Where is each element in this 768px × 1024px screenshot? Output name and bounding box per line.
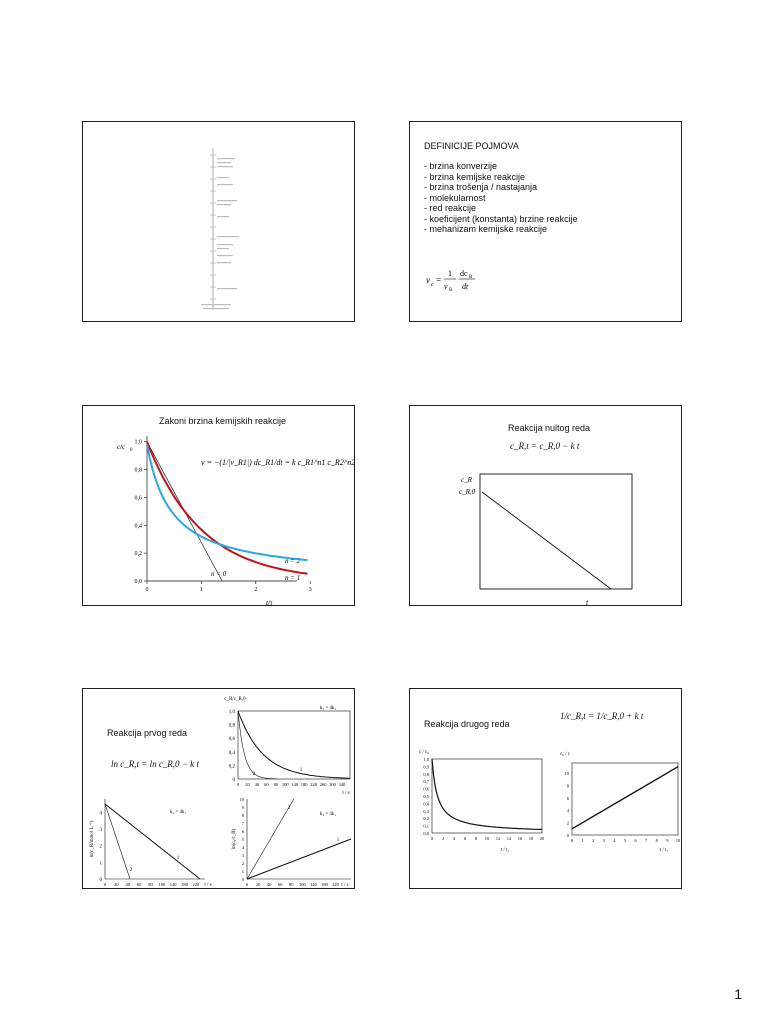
scale-figure	[193, 140, 253, 316]
y-tick-label: 3	[241, 853, 244, 858]
first-order-equation: ln c_R,t = ln c_R,0 − k t	[111, 759, 199, 769]
x-tick-label: 0	[430, 836, 434, 841]
x-tick-label: 60	[264, 782, 269, 787]
x-tick-label: 40	[254, 782, 260, 787]
slide-rate-laws	[82, 405, 355, 606]
y-tick-label: 2	[99, 844, 102, 850]
cr-ratio-series-2	[238, 711, 277, 779]
list-item: - brzina trošenja / nastajanja	[424, 182, 538, 192]
series-label: 1	[176, 856, 180, 861]
y-tick-label: 0,8	[423, 771, 429, 777]
x-tick-label: 12	[495, 836, 501, 841]
x-tick-label: 100	[281, 782, 289, 787]
x-tick-label: 1	[581, 838, 584, 843]
series-label: 2	[252, 772, 256, 777]
rate-laws-chart	[83, 406, 355, 606]
y-axis-label: c/c	[117, 443, 126, 451]
ln2-k-label: k₂ = 4k₁	[319, 812, 337, 817]
x-tick-label: 180	[181, 882, 188, 887]
inv-series	[572, 767, 678, 829]
y-tick-label: 0,3	[423, 808, 429, 814]
x-tick-label: 40	[125, 882, 130, 887]
y-tick-label: 8	[241, 813, 244, 818]
y-tick-label: 0,0	[423, 831, 429, 836]
x-tick-label: 0	[103, 882, 107, 887]
y-tick-label: 0,1	[423, 823, 429, 829]
rate-formula	[424, 262, 514, 298]
y-tick-label: 0	[241, 877, 244, 882]
slide-definitions	[409, 121, 682, 322]
x-axis-label: t	[586, 598, 589, 607]
y-tick-label: 0,2	[423, 816, 429, 822]
x-tick-label: 16	[517, 836, 523, 841]
x-axis-label: t/τ	[266, 599, 273, 607]
y-tick-label: 1,0	[228, 710, 235, 715]
x-tick-label: 60	[277, 882, 283, 887]
list-item: - koeficijent (konstanta) brzine reakcije	[424, 213, 578, 224]
x-tick-label: 220	[192, 882, 200, 887]
y-tick-label: 0,8	[134, 467, 142, 474]
y-tick-label: 0,8	[228, 723, 235, 729]
x-tick-label: 300	[329, 782, 336, 787]
formula-den: ν	[444, 282, 448, 291]
x-tick-label: 4	[613, 838, 616, 843]
list-item: - brzina konverzije	[424, 161, 498, 171]
y-tick-label: 0,6	[134, 495, 142, 502]
x-tick-label: 20	[245, 782, 250, 787]
formula-dden: dt	[462, 282, 469, 291]
y-tick-label: 0,6	[228, 737, 235, 743]
x-tick-label: 20	[114, 882, 119, 887]
x-tick-label: 100	[158, 882, 166, 887]
y-tick-label: 4	[566, 808, 569, 814]
formula-den-sub: B	[449, 288, 453, 293]
x-tick-label: 80	[289, 882, 294, 887]
x-tick-label: 18	[528, 836, 534, 841]
x-tick-label: 20	[255, 882, 261, 887]
y-tick-label: 1,0	[423, 757, 429, 762]
svg-text:=: =	[436, 275, 442, 285]
x-tick-label: 10	[484, 836, 490, 841]
x-tick-label: 140	[310, 882, 317, 887]
x-tick-label: 8	[655, 838, 658, 843]
x-axis-label: t / t₁	[659, 848, 669, 853]
y-tick-label: 0	[99, 878, 102, 883]
formula-lhs-sub: c	[431, 282, 434, 288]
x-tick-label: 80	[273, 782, 279, 787]
y-tick-label: 0,4	[423, 801, 429, 807]
x-axis-label: t / t₁	[500, 848, 510, 853]
y-tick-label: 0,0	[134, 579, 142, 585]
ln2-series-2	[247, 799, 294, 879]
x-tick-label: 10	[675, 838, 681, 843]
x-tick-label: 3	[602, 838, 605, 843]
x-tick-label: 0	[245, 882, 249, 887]
y-tick-label: 1	[241, 869, 244, 874]
label-n1: n = 1	[285, 574, 301, 582]
y-tick-label: 10	[564, 770, 569, 776]
cr-ratio-k-label: k₂ = 4k₁	[319, 706, 337, 711]
x-axis-label: t / s	[204, 883, 212, 888]
x-tick-label: 2	[592, 838, 595, 843]
y-tick-label: 0,7	[423, 779, 429, 785]
ln-ylabel: ln(c_R/mmol L⁻¹)	[90, 820, 95, 858]
x-tick-label: 60	[136, 882, 142, 887]
x-tick-label: 7	[645, 838, 648, 843]
y-tick-label: 2	[566, 820, 569, 826]
x-tick-label: 180	[300, 782, 308, 787]
y-tick-label: 8	[566, 783, 569, 789]
y-tick-label: 6	[241, 829, 244, 834]
ln2-ylabel: ln(c₀/c_R)	[232, 828, 237, 850]
y-tick-label: 10	[239, 797, 244, 802]
y-label-mid: c_R,0	[459, 488, 476, 496]
x-tick-label: 2	[254, 587, 258, 593]
x-tick-label: 6	[634, 838, 637, 843]
x-tick-label: 140	[169, 882, 177, 887]
x-tick-label: 80	[148, 882, 153, 887]
c-ratio-series	[432, 759, 542, 830]
x-tick-label: 220	[332, 882, 339, 887]
zero-order-equation: c_R,t = c_R,0 − k t	[510, 441, 580, 451]
y-tick-label: 5	[241, 837, 244, 842]
c-ratio-ylabel: c / c₀	[418, 750, 430, 755]
x-tick-label: 0	[236, 782, 240, 787]
x-tick-label: 340	[338, 782, 346, 787]
zero-order-chart	[410, 406, 682, 606]
list-item: - molekularnost	[424, 192, 486, 203]
slide-1	[82, 121, 355, 322]
x-tick-label: 40	[266, 882, 272, 887]
formula-dnum: dc	[460, 269, 468, 278]
inv-frame	[572, 763, 678, 835]
slide-zero-order	[409, 405, 682, 606]
x-tick-label: 8	[474, 836, 478, 841]
formula-dnum-sub: B	[469, 275, 473, 280]
y-tick-label: 6	[566, 795, 569, 801]
series-label: 2	[287, 806, 291, 811]
y-tick-label: 0,2	[134, 551, 142, 558]
slide4-title: Reakcija nultog reda	[508, 423, 591, 433]
ln-series-2	[105, 804, 130, 879]
y-tick-label: 0,5	[423, 794, 429, 799]
ln-series-1	[105, 804, 200, 879]
page-number: 1	[734, 986, 742, 1002]
list-item: - mehanizam kemijske reakcije	[424, 224, 548, 234]
x-tick-label: 6	[463, 836, 467, 841]
y-label-top: c_R	[461, 476, 472, 484]
x-tick-label: 4	[452, 836, 456, 841]
inv-ylabel: c₀ / c	[559, 752, 571, 757]
y-tick-label: 7	[241, 821, 244, 826]
slide5-title: Reakcija prvog reda	[107, 728, 188, 738]
y-tick-label: 0	[566, 833, 569, 838]
x-tick-label: 1	[199, 587, 203, 593]
x-tick-label: 5	[623, 838, 627, 843]
slide-second-order	[409, 688, 682, 889]
second-order-charts	[410, 689, 682, 889]
list-item: - red reakcije	[424, 203, 477, 213]
y-tick-label: 0,2	[228, 764, 235, 770]
y-tick-label: 9	[241, 805, 244, 810]
y-tick-label: 1	[99, 861, 102, 867]
x-tick-label: 9	[666, 838, 669, 843]
y-tick-label: 4	[241, 845, 244, 850]
y-tick-label: 2	[241, 861, 244, 866]
x-tick-label: 100	[298, 882, 306, 887]
formula-lhs: v	[426, 275, 430, 285]
y-tick-label: 0,6	[423, 786, 429, 792]
formula-num: 1	[448, 269, 452, 278]
slide3-title: Zakoni brzina kemijskih reakcije	[159, 416, 287, 426]
ln-k-label: k₂ = 4k₁	[169, 810, 187, 815]
x-tick-label: 140	[291, 782, 299, 787]
series-label: 2	[129, 868, 133, 873]
second-order-equation: 1/c_R,t = 1/c_R,0 + k t	[560, 711, 644, 721]
definitions-list	[424, 161, 578, 235]
slide-first-order	[82, 688, 355, 889]
y-tick-label: 0,9	[423, 764, 429, 770]
rate-law-formula: v = −(1/|ν_R1|) dc_R1/dt = k c_R1^n1 c_R2^n2	[201, 458, 356, 467]
series-label: 1	[336, 838, 340, 843]
x-tick-label: 0	[145, 587, 149, 593]
first-order-charts	[83, 689, 355, 889]
y-tick-label: 0	[232, 778, 235, 783]
cr-ratio-ylabel: c_R/c_R,0	[224, 697, 246, 702]
label-n0: n = 0	[211, 570, 227, 578]
x-tick-label: 180	[321, 882, 328, 887]
series-label: 1	[299, 768, 303, 773]
x-tick-label: 220	[310, 782, 318, 787]
y-tick-label: 1,0	[134, 439, 142, 446]
x-tick-label: 14	[506, 836, 512, 841]
label-n2: n = 2	[285, 557, 301, 565]
x-tick-label: 0	[570, 838, 574, 843]
plot-frame	[480, 474, 632, 589]
list-item: - brzina kemijske reakcije	[424, 171, 526, 182]
definitions-heading: DEFINICIJE POJMOVA	[424, 141, 519, 151]
ln2-series-1	[247, 839, 351, 879]
x-axis-label: t / s	[341, 883, 349, 888]
y-tick-label: 0,4	[228, 750, 235, 756]
cr-ratio-series-1	[238, 711, 350, 778]
y-axis-label-sub: 0	[130, 448, 133, 453]
x-axis-label: t / s	[342, 791, 350, 796]
c-ratio-frame	[432, 759, 542, 833]
x-tick-label: 3	[308, 587, 312, 593]
x-tick-label: 20	[539, 836, 545, 841]
slide6-title: Reakcija drugog reda	[424, 719, 510, 729]
y-tick-label: 4	[99, 811, 102, 817]
x-tick-label: 2	[441, 836, 445, 841]
x-tick-label: 260	[319, 782, 327, 787]
y-tick-label: 0,4	[134, 523, 142, 530]
zero-order-line	[482, 492, 611, 589]
y-tick-label: 3	[99, 828, 102, 833]
